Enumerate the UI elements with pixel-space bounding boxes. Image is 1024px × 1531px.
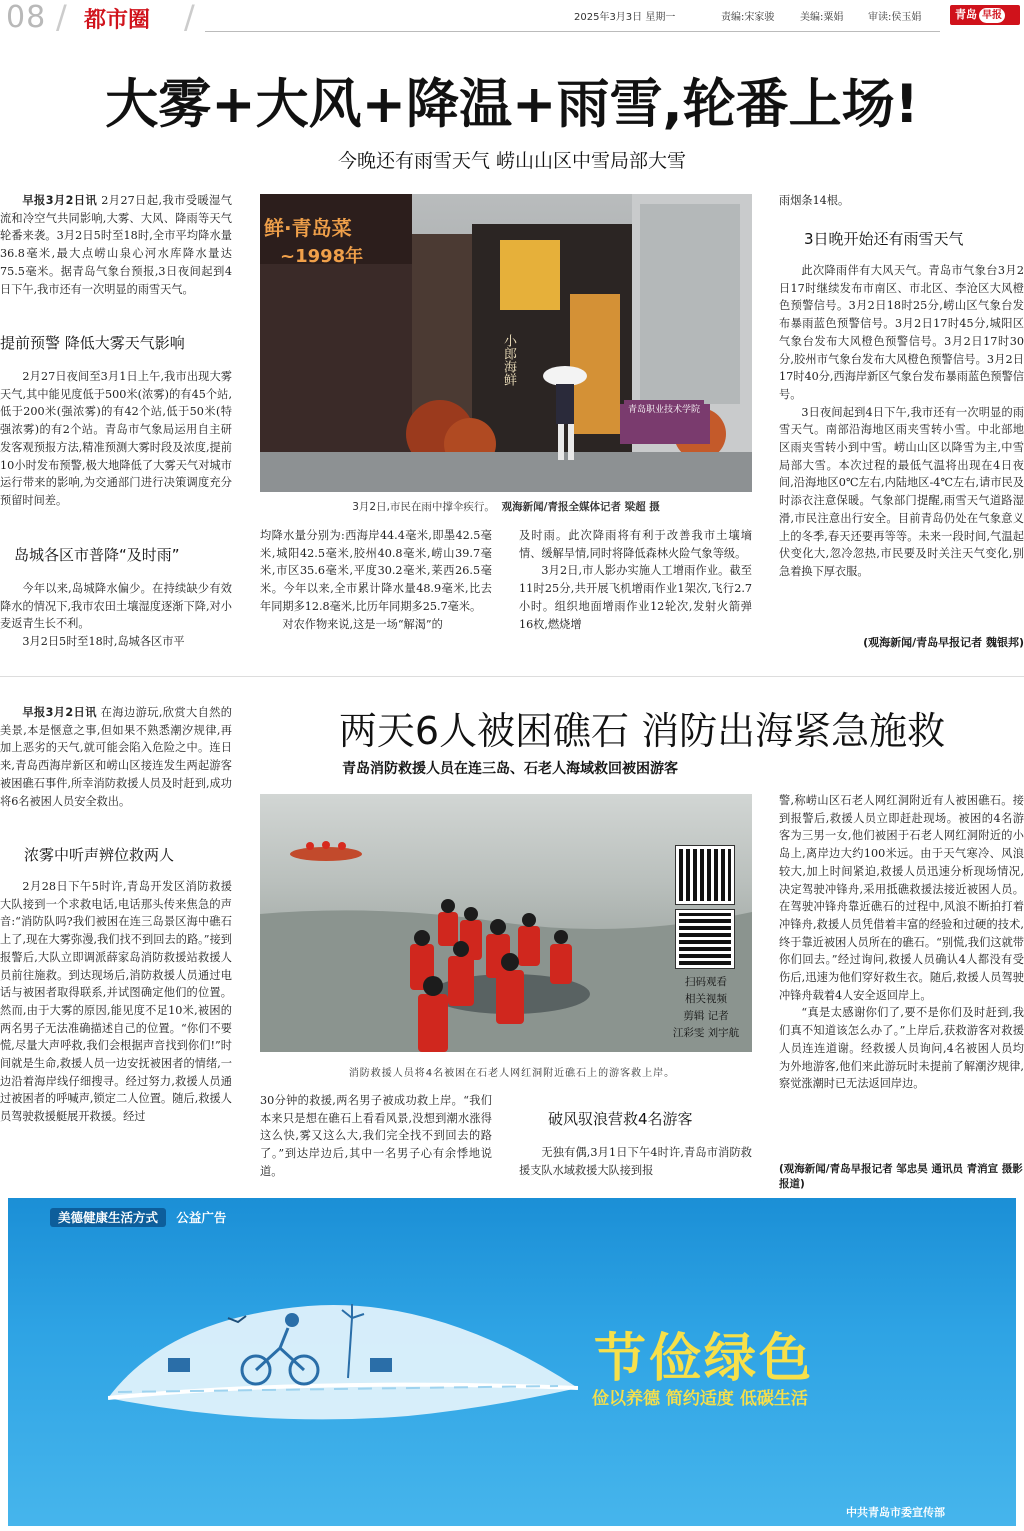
slash-divider: /	[184, 0, 195, 36]
article1-paragraph-1	[0, 368, 232, 528]
qr-code-2[interactable]	[676, 910, 734, 968]
qr-credit: 剪辑 记者	[683, 1010, 729, 1022]
para-text: 3日夜间起到4日下午,我市还有一次明显的雨雪天气。南部沿海地区雨夹雪转小雪。中北部地区雨夹雪转小到中雪。崂山山区以降雪为主,中雪局部大雪。本次过程的最低气温将出现在4日夜间,沿海地区0℃左右,内陆地区-4℃左右,请市民及时添衣注意保暖。气象部门提醒,雨雪天气道路湿滑,市民注意出行安全。目前青岛仍处在气象意义上的冬季,春天还要再等等。未来一段时间,气温起伏变化大,忽冷忽热,市民要及时关注天气变化,别急着换下厚衣服。	[779, 405, 1024, 578]
paper-name: 青岛	[955, 8, 977, 21]
ad-title: 节俭绿色	[594, 1329, 815, 1389]
para-text: 均降水量分别为:西海岸44.4毫米,即墨42.5毫米,城阳42.5毫米,胶州40.8毫米,崂山39.7毫米,市区35.6毫米,平度30.2毫米,莱西26.5毫米。今年以来,全市累计降水量48.9毫米,比去年同期多12.8毫米,比历年同期多25.7毫米。	[260, 529, 492, 613]
article1-column-2	[260, 527, 492, 652]
paper-badge: 早报	[979, 8, 1005, 23]
article2-paragraph-1	[0, 878, 232, 1180]
section-name: 都市圈	[84, 8, 151, 33]
article2-subheading-1: 浓雾中听声辨位救两人	[24, 846, 175, 864]
school-sign: 青岛职业技术学院	[624, 400, 704, 417]
shop-sign: 鲜·青岛菜	[264, 216, 352, 240]
para-text: 及时雨。此次降雨将有利于改善我市土壤墒情、缓解旱情,同时将降低森林火险气象等级。	[519, 529, 752, 560]
slash-divider: /	[56, 0, 67, 36]
article-divider	[0, 676, 1024, 677]
article2-column-1	[0, 704, 232, 828]
article2-subheading-2: 破风驭浪营救4名游客	[548, 1110, 693, 1128]
shop-sign-year: ~1998年	[280, 246, 364, 267]
dateline: 早报3月2日讯	[22, 706, 97, 719]
article1-byline: (观海新闻/青岛早报记者 魏银邦)	[863, 636, 1024, 649]
ad-slogan: 俭以养德 简约适度 低碳生活	[592, 1389, 808, 1409]
para-text: “真是太感谢你们了,要不是你们及时赶到,我们真不知道该怎么办了。”上岸后,获救游客对救援人员连连道谢。经救援人员询问,4名被困人员均为外地游客,他们来此游玩时未提前了解潮汐规律,察觉涨潮时已无法返回岸边。	[779, 1006, 1024, 1091]
qr-credit: 江彩雯 刘宇航	[672, 1027, 740, 1039]
para-text: 对农作物来说,这是一场“解渴”的	[282, 617, 443, 631]
qr-text: 扫码观看	[685, 976, 727, 988]
article2-column-4	[779, 792, 1024, 1162]
rain-street-photo	[260, 194, 752, 492]
page-number: 08	[6, 0, 47, 35]
para-text: 雨烟条14根。	[779, 194, 850, 207]
qr-text: 相关视频	[685, 993, 727, 1005]
issue-date: 2025年3月3日 星期一	[574, 12, 676, 23]
article1-subheading-1: 提前预警 降低大雾天气影响	[0, 334, 185, 352]
article1-lead	[0, 192, 232, 298]
para-text: 30分钟的救援,两名男子被成功救上岸。“我们本来只是想在礁石上看看风景,没想到潮水涨得这么快,雾又这么大,我们完全找不到回去的路了。”到达岸边后,其中一名男子心有余悸地说道。	[260, 1094, 492, 1178]
restaurant-sign: 小郎海鲜	[501, 334, 516, 386]
article2-headline: 两天6人被困礁石 消防出海紧急施救	[338, 709, 946, 753]
article2-byline: (观海新闻/青岛早报记者 邹忠昊 通讯员 青消宣 摄影报道)	[779, 1163, 1023, 1190]
leaf-illustration	[108, 1288, 578, 1438]
para-text: 2月28日下午5时许,青岛开发区消防救援大队接到一个求救电话,电话那头传来焦急的声音:“消防队吗?我们被困在连三岛景区海中礁石上了,现在大雾弥漫,我们找不到回去的路。”接到报警后,大队立即调派薛家岛消防救援站救援人员前往施救。到达现场后,消防救援人员通过电话与被困者取得联系,并试图确定他们的位置。然而,由于大雾的原因,能见度不足10米,被困的两名男子无法准确描述自己的位置。“你们不要慌,尽量大声呼救,我们会根据声音找到你们!”时间就是生命,救援人员一边安抚被困者的情绪,一边沿着海岸线仔细搜寻。经过努力,救援人员通过被困者的呼喊声,锁定二人位置。随后,救援人员驾驶救援艇展开救援。经过	[0, 880, 232, 1124]
article1-subheading-3: 3日晚开始还有雨雪天气	[804, 230, 964, 248]
header-rule	[205, 31, 940, 32]
article2-lead	[0, 704, 232, 810]
caption-credit: 观海新闻/青报全媒体记者 梁超 摄	[501, 501, 660, 513]
photo1-caption	[260, 499, 752, 514]
photo2-caption: 消防救援人员将4名被困在石老人网红洞附近礁石上的游客救上岸。	[348, 1068, 676, 1079]
public-service-ad	[8, 1198, 1016, 1526]
article1-subheading-2: 岛城各区市普降“及时雨”	[14, 546, 180, 564]
caption-text: 3月2日,市民在雨中撑伞疾行。	[352, 501, 495, 513]
para-text: 3月2日,市人影办实施人工增雨作业。截至11时25分,共开展飞机增雨作业1架次,飞行2.7小时。组织地面增雨作业12轮次,发射火箭弹16枚,燃烧增	[519, 564, 752, 631]
dateline: 早报3月2日讯	[22, 194, 98, 207]
para-text: 警,称崂山区石老人网红洞附近有人被困礁石。接到报警后,救援人员立即赶赴现场。被困的4名游客为三男一女,他们被困于石老人网红洞附近的小岛上,离岸边大约100米远。由于天气寒冷、风浪较大,加上时间紧迫,救援人员迅速分析现场情况,决定驾驶冲锋舟,采用抵礁救援法接近被困人员。在驾驶冲锋舟靠近礁石的过程中,风浪不断拍打着冲锋舟,救援人员凭借着丰富的经验和过硬的技术,终于靠近被困人员所在的礁石。“别慌,我们这就带你们回去。”经过询问,救援人员确认4人都没有受伤后,迅速为他们穿好救生衣。随后,救援人员驾驶冲锋舟载着4人安全返回岸上。	[779, 794, 1024, 1002]
sea-rescue-photo	[260, 794, 752, 1052]
para-text: 2月27日夜间至3月1日上午,我市出现大雾天气,其中能见度低于500米(浓雾)的有45个站,低于200米(强浓雾)的有42个站,低于50米(特强浓雾)的有2个站。青岛市气象局运用自主研发客观预报方法,精准预测大雾时段及浓度,提前10小时发布预警,极大地降低了大雾天气对城市运行带来的影响,为交通部门进行决策调度充分预留时间差。	[0, 370, 232, 507]
article1-paragraph-2	[0, 580, 232, 652]
para-text: 今年以来,岛城降水偏少。在持续缺少有效降水的情况下,我市农田土壤湿度逐渐下降,对小麦返青生长不利。	[0, 582, 232, 631]
article1-column-3	[519, 527, 752, 652]
ad-tag-type: 公益广告	[176, 1210, 227, 1225]
ad-tag	[50, 1208, 226, 1226]
article1-subhead: 今晚还有雨雪天气 崂山山区中雪局部大雪	[337, 150, 687, 172]
qr-label	[664, 974, 748, 1042]
qr-code-1[interactable]	[676, 846, 734, 904]
paper-logo	[950, 5, 1020, 25]
lead-text: 2月27日起,我市受暖湿气流和冷空气共同影响,大雾、大风、降雨等天气轮番来袭。3月2日5时至18时,全市平均降水量36.8毫米,最大点崂山泉心河水库降水量达75.5毫米。据青岛气象台预报,3日夜间起到4日下午,我市还有一次明显的雨雪天气。	[0, 194, 232, 296]
article1-column-4b	[779, 262, 1024, 632]
article1-column-4a	[779, 192, 1024, 212]
para-text: 此次降雨伴有大风天气。青岛市气象台3月2日17时继续发布市南区、市北区、李沧区大风橙色预警信号。3月2日18时25分,崂山区气象台发布暴雨蓝色预警信号。3月2日17时45分,城阳区气象台发布大风橙色预警信号。3月2日17时30分,胶州市气象台发布大风橙色预警信号。3月2日17时40分,西海岸新区气象台发布暴雨蓝色预警信号。	[779, 264, 1024, 401]
ad-tag-label: 美德健康生活方式	[50, 1208, 166, 1227]
article2-subhead: 青岛消防救援人员在连三岛、石老人海域救回被困游客	[342, 761, 678, 777]
masthead	[0, 0, 1024, 36]
article2-column-2	[260, 1092, 492, 1182]
article2-column-3	[519, 1144, 752, 1182]
proofreader: 审读:侯玉娟	[868, 12, 922, 23]
editor: 责编:宋家骏	[721, 12, 775, 23]
para-text: 3月2日5时至18时,岛城各区市平	[22, 635, 185, 649]
para-text: 无独有偶,3月1日下午4时许,青岛市消防救援支队水域救援大队接到报	[519, 1146, 752, 1177]
lead-text: 在海边游玩,欣赏大自然的美景,本是惬意之事,但如果不熟悉潮汐规律,再加上恶劣的天气,就可能会陷入危险之中。连日来,青岛西海岸新区和崂山区接连发生两起游客被困礁石事件,所幸消防救援人员及时赶到,成功将6名被困人员安全救出。	[0, 706, 232, 808]
article1-headline: 大雾+大风+降温+雨雪,轮番上场!	[105, 74, 919, 135]
art-editor: 美编:粟娟	[800, 12, 844, 23]
ad-sponsor: 中共青岛市委宣传部	[846, 1506, 945, 1519]
